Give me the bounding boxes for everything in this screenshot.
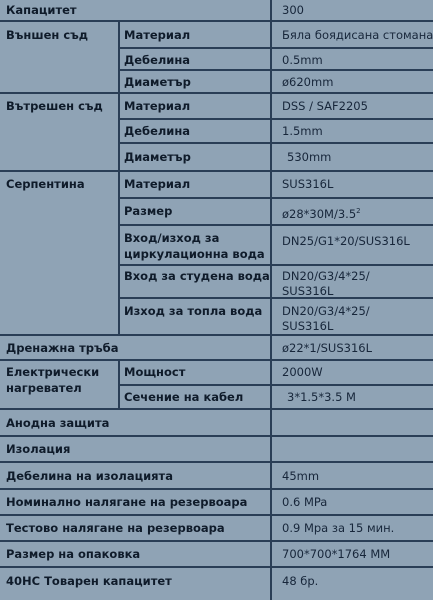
- outer-material-label: Материал: [124, 28, 191, 42]
- row-divider: [0, 566, 433, 568]
- hot-water-outlet-value-line2: SUS316L: [282, 319, 334, 333]
- heater-power-label: Мощност: [124, 365, 186, 379]
- row-divider: [118, 384, 433, 386]
- inner-material-label: Материал: [124, 99, 191, 113]
- insulation-thickness-label: Дебелина на изолацията: [6, 469, 173, 483]
- row-divider: [118, 142, 433, 144]
- row-divider: [0, 334, 433, 336]
- inner-material-value: DSS / SAF2205: [282, 99, 368, 113]
- outer-material-value: Бяла боядисана стомана: [282, 28, 433, 42]
- inner-diameter-label: Диаметър: [124, 150, 191, 164]
- hot-water-outlet-label: Изход за топла вода: [124, 304, 263, 318]
- row-divider: [118, 118, 433, 120]
- capacity-value: 300: [282, 3, 304, 17]
- row-divider: [118, 297, 433, 299]
- column-divider: [118, 20, 120, 336]
- circulation-label-line2: циркулационна вода: [124, 247, 265, 261]
- heater-cable-label: Сечение на кабел: [124, 390, 244, 404]
- outer-thickness-label: Дебелина: [124, 53, 191, 67]
- row-divider: [0, 514, 433, 516]
- coil-size-label: Размер: [124, 204, 173, 218]
- circulation-value: DN25/G1*20/SUS316L: [282, 234, 410, 248]
- coil-material-value: SUS316L: [282, 177, 334, 191]
- heater-label-line1: Електрически: [6, 365, 100, 379]
- heater-label-line2: нагревател: [6, 381, 82, 395]
- coil-material-label: Материал: [124, 177, 191, 191]
- circulation-label-line1: Вход/изход за: [124, 231, 220, 245]
- inner-thickness-label: Дебелина: [124, 124, 191, 138]
- coil-label: Серпентина: [6, 177, 85, 191]
- row-divider: [118, 264, 433, 266]
- drain-pipe-value: ø22*1/SUS316L: [282, 341, 372, 355]
- row-divider: [0, 170, 433, 172]
- insulation-thickness-value: 45mm: [282, 469, 320, 483]
- row-divider: [0, 92, 433, 94]
- row-divider: [118, 47, 433, 49]
- row-divider: [0, 359, 433, 361]
- insulation-label: Изолация: [6, 442, 71, 456]
- outer-diameter-label: Диаметър: [124, 75, 191, 89]
- column-divider: [118, 359, 120, 410]
- cold-water-inlet-value-line2: SUS316L: [282, 284, 334, 298]
- coil-size-value: [282, 203, 361, 222]
- coil-size-sup: 2: [356, 207, 361, 215]
- inner-diameter-value: 530mm: [287, 150, 332, 164]
- outer-diameter-value: ø620mm: [282, 75, 334, 89]
- inner-thickness-value: 1.5mm: [282, 124, 323, 138]
- row-divider: [118, 224, 433, 226]
- nominal-pressure-label: Номинално налягане на резервоара: [6, 495, 248, 509]
- container-capacity-value: 48 бр.: [282, 574, 319, 588]
- cold-water-inlet-label: Вход за студена вода: [124, 269, 270, 283]
- heater-cable-value: 3*1.5*3.5 M: [287, 390, 356, 404]
- container-capacity-label: 40HC Товарен капацитет: [6, 574, 172, 588]
- capacity-label: Капацитет: [6, 3, 77, 17]
- row-divider: [0, 435, 433, 437]
- row-divider: [0, 488, 433, 490]
- hot-water-outlet-value-line1: DN20/G3/4*25/: [282, 304, 370, 318]
- row-divider: [118, 69, 433, 71]
- anode-protection-label: Анодна защита: [6, 416, 110, 430]
- column-divider: [270, 0, 272, 600]
- row-divider: [0, 461, 433, 463]
- coil-size-main: ø28*30M/3.5: [282, 206, 357, 221]
- test-pressure-label: Тестово налягане на резервоара: [6, 521, 225, 535]
- row-divider: [0, 20, 433, 22]
- drain-pipe-label: Дренажна тръба: [6, 341, 119, 355]
- nominal-pressure-value: 0.6 MPa: [282, 495, 328, 509]
- row-divider: [0, 540, 433, 542]
- heater-power-value: 2000W: [282, 365, 323, 379]
- outer-thickness-value: 0.5mm: [282, 53, 323, 67]
- package-size-label: Размер на опаковка: [6, 547, 141, 561]
- test-pressure-value: 0.9 Мpa за 15 мин.: [282, 521, 395, 535]
- row-divider: [0, 408, 433, 410]
- row-divider: [118, 197, 433, 199]
- package-size-value: 700*700*1764 MM: [282, 547, 391, 561]
- inner-vessel-label: Вътрешен съд: [6, 99, 103, 113]
- outer-vessel-label: Външен съд: [6, 28, 89, 42]
- cold-water-inlet-value-line1: DN20/G3/4*25/: [282, 269, 370, 283]
